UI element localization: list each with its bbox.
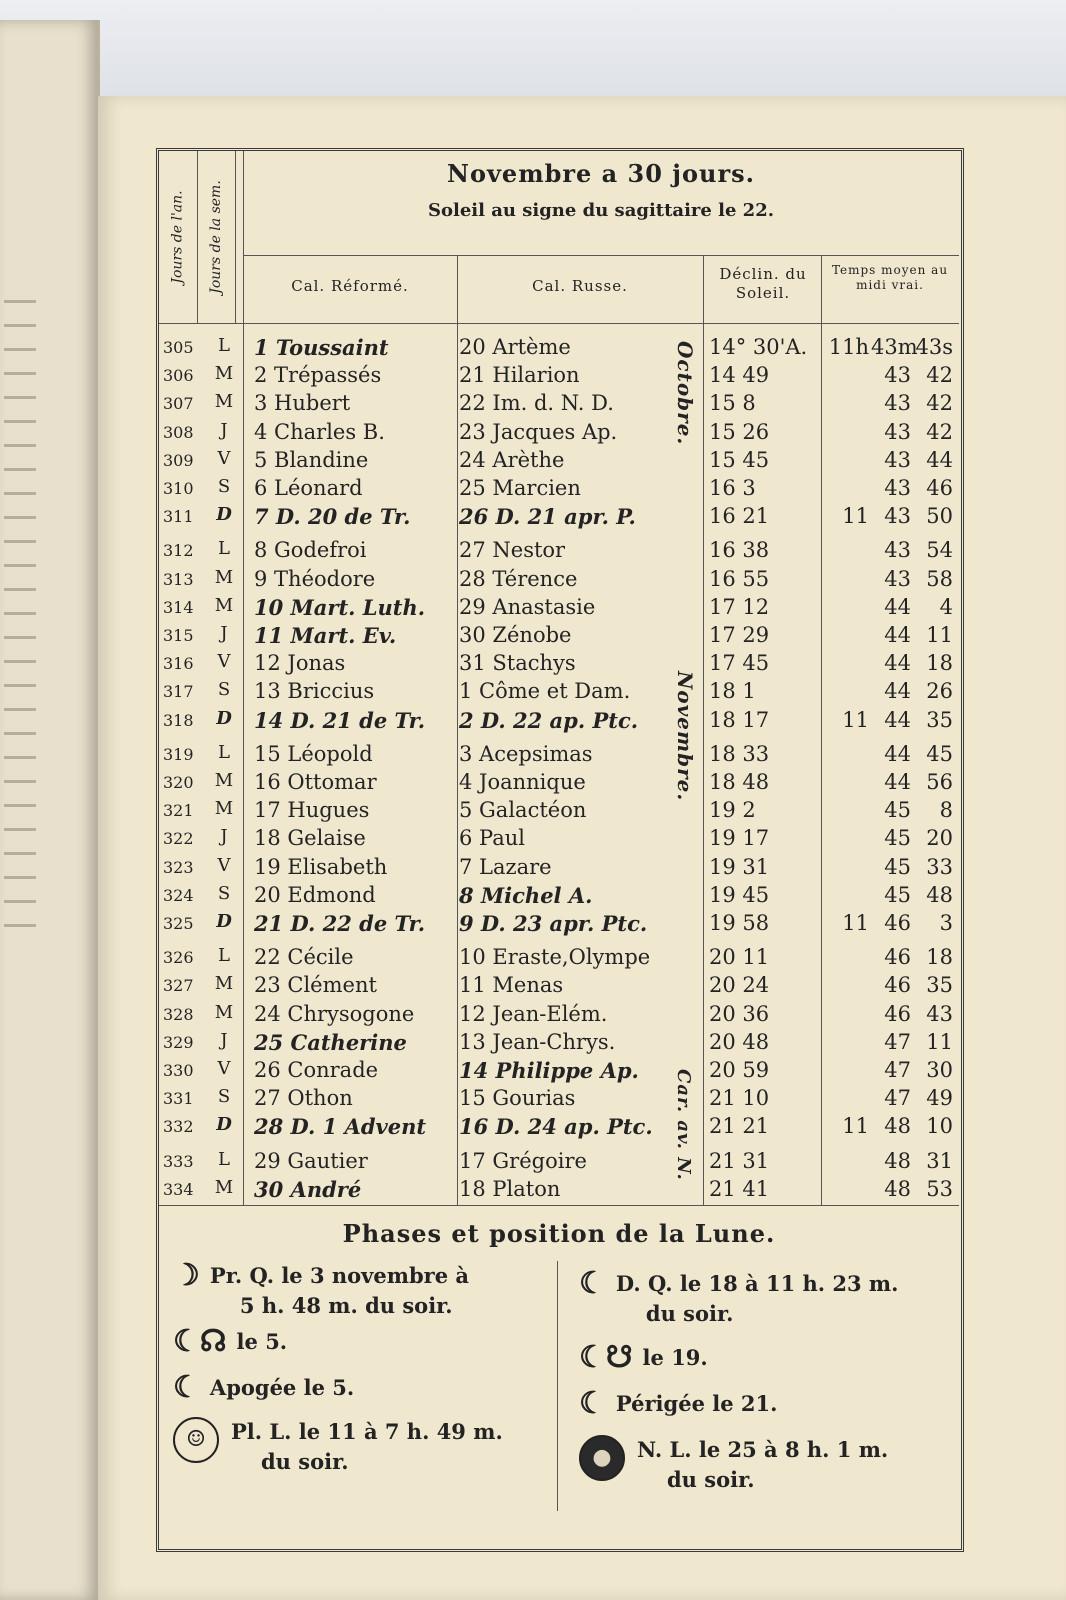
sun-declination: 14 49 (709, 363, 770, 388)
mean-time-second: 3 (939, 911, 953, 935)
day-of-year: 305 (163, 338, 194, 357)
sun-declination: 16 3 (709, 476, 756, 500)
reforme-saint: 25 Catherine (254, 1029, 407, 1055)
sun-declination: 14° 30'A. (709, 335, 808, 359)
mean-time-second: 4 (939, 594, 953, 619)
day-of-year: 310 (163, 479, 194, 498)
day-of-year: 313 (163, 569, 194, 589)
day-of-year: 307 (163, 394, 194, 414)
mean-time-second: 42 (926, 363, 953, 388)
russe-saint: 29 Anastasie (459, 594, 596, 619)
sun-declination: 16 55 (709, 566, 770, 591)
reforme-saint: 22 Cécile (254, 945, 354, 970)
mean-time-minute: 43m (871, 335, 918, 359)
sun-declination: 20 24 (709, 973, 770, 998)
title-block (251, 159, 951, 221)
calendar-row (159, 883, 959, 909)
reforme-saint: 20 Edmond (254, 882, 376, 907)
reforme-saint: 1 Toussaint (254, 335, 389, 360)
mean-time-second: 30 (926, 1058, 953, 1082)
moon-phase-entry (173, 1258, 469, 1321)
russe-saint: 11 Menas (459, 973, 564, 998)
mean-time-second: 50 (926, 504, 953, 529)
russe-saint: 31 Stachys (459, 651, 576, 676)
descending-node-icon: ☾☋ (579, 1340, 633, 1375)
mean-time-minute: 43 (884, 566, 911, 591)
mean-time-second: 35 (926, 707, 953, 732)
calendar-row (159, 363, 959, 389)
day-of-year: 324 (163, 885, 194, 905)
mean-time-minute: 44 (884, 594, 911, 619)
russe-saint: 21 Hilarion (459, 363, 580, 388)
calendar-row (159, 1058, 959, 1084)
sun-declination: 20 59 (709, 1058, 770, 1082)
day-of-week: M (214, 770, 234, 791)
sun-declination: 15 45 (709, 447, 770, 472)
day-of-year: 328 (163, 1004, 194, 1024)
col-header-temps: Temps moyen au midi vrai. (831, 263, 949, 292)
day-of-week: D (216, 504, 232, 526)
moon-phase-time: du soir. (667, 1467, 755, 1492)
russe-saint: 10 Eraste,Olympe (459, 945, 651, 970)
mean-time-minute: 43 (884, 363, 911, 388)
day-of-week: M (214, 798, 234, 820)
sun-declination: 19 58 (709, 911, 770, 935)
day-of-week: V (217, 854, 231, 876)
mean-time-hour: 11 (842, 707, 869, 732)
sun-declination: 17 45 (709, 651, 770, 676)
russe-saint: 9 D. 23 apr. Ptc. (459, 911, 648, 936)
mean-time-minute: 45 (884, 798, 911, 823)
reforme-saint: 13 Briccius (254, 679, 375, 704)
perigee-crescent-icon: ☾ (579, 1386, 606, 1421)
calendar-row (159, 567, 959, 593)
mean-time-hour: 11 (842, 504, 869, 529)
calendar-row (159, 945, 959, 971)
moon-phase-time: 5 h. 48 m. du soir. (239, 1293, 453, 1318)
moon-phase-entry (579, 1435, 888, 1495)
mean-time-second: 48 (926, 882, 953, 907)
russe-saint: 25 Marcien (459, 476, 581, 500)
day-of-week: S (217, 679, 231, 701)
month-label-octobre: Octobre. (673, 341, 697, 446)
reforme-saint: 9 Théodore (254, 566, 376, 591)
sun-declination: 19 2 (709, 798, 756, 823)
russe-saint: 20 Artème (459, 335, 571, 359)
reforme-saint: 14 D. 21 de Tr. (254, 707, 426, 733)
mean-time-second: 18 (926, 651, 953, 676)
day-of-week: D (216, 1114, 232, 1136)
day-of-week: D (216, 911, 232, 932)
day-of-week: V (217, 1058, 231, 1079)
ascending-node-icon: ☾☊ (173, 1324, 227, 1359)
moon-phases-title: Phases et position de la Lune. (342, 1219, 776, 1248)
calendar-row (159, 742, 959, 768)
calendar-row (159, 1177, 959, 1203)
day-of-year: 323 (163, 857, 194, 877)
mean-time-minute: 44 (884, 707, 911, 732)
mean-time-minute: 43 (884, 476, 911, 500)
day-of-week: J (220, 623, 228, 644)
calendar-row (159, 595, 959, 621)
mean-time-minute: 47 (884, 1029, 911, 1054)
day-of-week: J (220, 1029, 228, 1051)
mean-time-second: 58 (926, 566, 953, 591)
calendar-row (159, 1002, 959, 1028)
day-of-year: 314 (163, 597, 194, 617)
russe-saint: 2 D. 22 ap. Ptc. (459, 707, 639, 733)
reforme-saint: 28 D. 1 Advent (254, 1114, 427, 1140)
russe-saint: 12 Jean-Elém. (459, 1001, 608, 1026)
calendar-frame (156, 148, 964, 1552)
calendar-row (159, 651, 959, 677)
mean-time-second: 42 (926, 391, 953, 416)
mean-time-second: 35 (926, 973, 953, 998)
reforme-saint: 6 Léonard (254, 476, 363, 500)
mean-time-minute: 48 (884, 1148, 911, 1173)
moon-phase-entry (173, 1324, 288, 1359)
reforme-saint: 12 Jonas (254, 651, 346, 676)
reforme-saint: 30 André (254, 1176, 362, 1202)
russe-saint: 13 Jean-Chrys. (459, 1029, 616, 1054)
sun-declination: 19 17 (709, 826, 770, 851)
first-quarter-moon-icon: ☽ (173, 1258, 200, 1293)
russe-saint: 22 Im. d. N. D. (459, 391, 614, 416)
day-of-year: 312 (163, 541, 194, 561)
mean-time-minute: 43 (884, 504, 911, 529)
moon-phase-text: N. L. le 25 à 8 h. 1 m. (637, 1437, 889, 1462)
calendar-row (159, 708, 959, 734)
russe-saint: 3 Acepsimas (459, 741, 593, 766)
background-cover (0, 0, 1066, 105)
day-of-week: M (214, 973, 234, 995)
calendar-row (159, 420, 959, 446)
day-of-week: S (217, 1086, 231, 1108)
sun-declination: 15 8 (709, 391, 756, 416)
calendar-row (159, 476, 959, 502)
sun-declination: 18 33 (709, 741, 770, 766)
day-of-week: L (218, 945, 230, 967)
mean-time-minute: 48 (884, 1176, 911, 1201)
mean-time-minute: 46 (884, 945, 911, 970)
reforme-saint: 23 Clément (254, 973, 377, 998)
day-of-week: J (220, 419, 228, 441)
last-quarter-moon-icon: ☾ (579, 1266, 606, 1301)
day-of-week: S (217, 476, 231, 497)
calendar-row (159, 623, 959, 649)
sun-declination: 21 21 (709, 1114, 770, 1139)
day-of-year: 309 (163, 450, 194, 470)
russe-saint: 30 Zénobe (459, 623, 572, 647)
reforme-saint: 17 Hugues (254, 798, 370, 823)
day-of-week: L (218, 1148, 230, 1170)
reforme-saint: 29 Gautier (254, 1148, 368, 1173)
mean-time-minute: 43 (884, 447, 911, 472)
mean-time-minute: 44 (884, 770, 911, 794)
sun-declination: 18 48 (709, 770, 770, 794)
mean-time-second: 33 (926, 854, 953, 879)
mean-time-minute: 44 (884, 679, 911, 704)
new-moon-icon: ● (579, 1435, 625, 1481)
reforme-saint: 15 Léopold (254, 741, 373, 766)
calendar-row (159, 973, 959, 999)
mean-time-minute: 43 (884, 538, 911, 563)
russe-saint: 27 Nestor (459, 538, 566, 563)
sun-declination: 16 21 (709, 504, 770, 529)
russe-saint: 1 Côme et Dam. (459, 679, 631, 704)
sun-declination: 19 31 (709, 854, 770, 879)
reforme-saint: 27 Othon (254, 1086, 353, 1111)
day-of-year: 317 (163, 682, 194, 702)
day-of-week: V (217, 447, 231, 469)
mean-time-minute: 43 (884, 419, 911, 444)
russe-saint: 14 Philippe Ap. (459, 1058, 639, 1083)
day-of-year: 327 (163, 976, 194, 996)
calendar-row (159, 911, 959, 937)
sun-declination: 20 48 (709, 1029, 770, 1054)
calendar-row (159, 1086, 959, 1112)
mean-time-hour: 11 (842, 1114, 869, 1139)
sun-declination: 20 36 (709, 1001, 770, 1026)
reforme-saint: 19 Elisabeth (254, 854, 388, 879)
page-title: Novembre a 30 jours. (447, 159, 755, 188)
mean-time-second: 45 (926, 741, 953, 766)
day-of-week: M (214, 1001, 234, 1023)
sun-declination: 21 10 (709, 1086, 770, 1111)
month-label-car: Car. av. N. (673, 1069, 694, 1181)
day-of-year: 329 (163, 1032, 194, 1052)
day-of-week: M (214, 1176, 234, 1198)
reforme-saint: 7 D. 20 de Tr. (254, 504, 411, 530)
sun-declination: 21 41 (709, 1176, 770, 1201)
sun-declination: 17 29 (709, 623, 770, 647)
moon-phase-text: Pl. L. le 11 à 7 h. 49 m. (231, 1419, 503, 1444)
moon-phase-entry (173, 1417, 503, 1477)
almanac-page (98, 96, 1066, 1600)
russe-saint: 7 Lazare (459, 854, 552, 879)
mean-time-second: 10 (926, 1114, 953, 1139)
day-of-week: J (220, 826, 228, 848)
sun-declination: 18 17 (709, 707, 770, 732)
reforme-saint: 18 Gelaise (254, 826, 366, 851)
mean-time-minute: 44 (884, 623, 911, 647)
mean-time-second: 49 (926, 1086, 953, 1111)
reforme-saint: 21 D. 22 de Tr. (254, 911, 426, 936)
mean-time-minute: 46 (884, 1001, 911, 1026)
calendar-row (159, 826, 959, 852)
mean-time-second: 11 (926, 1029, 953, 1054)
reforme-saint: 4 Charles B. (254, 419, 385, 444)
calendar-row (159, 504, 959, 530)
mean-time-minute: 43 (884, 391, 911, 416)
russe-saint: 24 Arèthe (459, 447, 565, 472)
russe-saint: 28 Térence (459, 566, 578, 591)
day-of-year: 322 (163, 829, 194, 849)
day-of-year: 333 (163, 1151, 194, 1171)
sun-declination: 19 45 (709, 882, 770, 907)
calendar-row (159, 448, 959, 474)
moon-phase-text: Périgée le 21. (615, 1391, 778, 1416)
mean-time-hour: 11h (828, 335, 869, 359)
col-header-reforme: Cal. Réformé. (291, 277, 409, 295)
mean-time-minute: 45 (884, 854, 911, 879)
day-of-year: 315 (163, 626, 194, 645)
sun-declination: 17 12 (709, 594, 770, 619)
sun-declination: 20 11 (709, 945, 770, 970)
mean-time-second: 53 (926, 1176, 953, 1201)
russe-saint: 16 D. 24 ap. Ptc. (459, 1114, 653, 1140)
apogee-crescent-icon: ☾ (173, 1370, 200, 1405)
reforme-saint: 26 Conrade (254, 1058, 379, 1082)
russe-saint: 17 Grégoire (459, 1148, 587, 1173)
mean-time-second: 46 (926, 476, 953, 500)
reforme-saint: 5 Blandine (254, 447, 369, 472)
calendar-row (159, 1149, 959, 1175)
day-of-week: M (214, 363, 234, 385)
day-of-week: M (214, 391, 234, 413)
day-of-week: M (214, 566, 234, 588)
mean-time-second: 43 (926, 1001, 953, 1026)
calendar-row (159, 335, 959, 361)
day-of-year: 319 (163, 744, 194, 764)
moon-phase-text: D. Q. le 18 à 11 h. 23 m. (615, 1271, 899, 1296)
sun-declination: 15 26 (709, 419, 770, 444)
calendar-row (159, 1030, 959, 1056)
mean-time-minute: 47 (884, 1058, 911, 1082)
russe-saint: 8 Michel A. (459, 882, 593, 908)
day-of-year: 320 (163, 773, 194, 792)
mean-time-minute: 46 (884, 973, 911, 998)
sun-declination: 21 31 (709, 1148, 770, 1173)
calendar-row (159, 391, 959, 417)
moon-phase-entry (579, 1386, 778, 1421)
day-of-year: 331 (163, 1089, 194, 1109)
day-of-year: 334 (163, 1179, 194, 1199)
sun-declination: 16 38 (709, 538, 770, 563)
mean-time-second: 43s (915, 335, 953, 359)
mean-time-minute: 44 (884, 651, 911, 676)
moon-phase-text: le 19. (642, 1345, 708, 1370)
moon-phase-text: Apogée le 5. (209, 1375, 355, 1400)
russe-saint: 23 Jacques Ap. (459, 419, 618, 444)
day-of-year: 325 (163, 914, 194, 933)
day-of-year: 330 (163, 1061, 194, 1080)
russe-saint: 18 Platon (459, 1176, 561, 1201)
page-subtitle: Soleil au signe du sagittaire le 22. (428, 200, 774, 221)
full-moon-icon: ☺ (173, 1417, 219, 1463)
day-of-year: 308 (163, 422, 194, 442)
day-of-year: 318 (163, 710, 194, 730)
russe-saint: 4 Joannique (459, 770, 586, 794)
day-of-week: S (217, 882, 231, 904)
mean-time-hour: 11 (842, 911, 869, 935)
day-of-week: D (216, 707, 232, 729)
day-of-year: 306 (163, 366, 194, 386)
mean-time-second: 8 (939, 798, 953, 823)
sun-declination: 18 1 (709, 679, 756, 704)
day-of-year: 311 (163, 507, 194, 527)
moon-phase-text: le 5. (236, 1329, 288, 1354)
day-of-year: 321 (163, 801, 194, 821)
calendar-row (159, 679, 959, 705)
reforme-saint: 2 Trépassés (254, 363, 382, 388)
mean-time-second: 56 (926, 770, 953, 794)
calendar-row (159, 538, 959, 564)
day-of-week: V (217, 651, 231, 673)
calendar-row (159, 798, 959, 824)
day-of-week: M (214, 594, 234, 616)
day-of-week: L (218, 741, 230, 763)
moon-phase-time: du soir. (645, 1301, 734, 1326)
mean-time-minute: 44 (884, 741, 911, 766)
reforme-saint: 10 Mart. Luth. (254, 594, 426, 620)
mean-time-minute: 45 (884, 882, 911, 907)
reforme-saint: 8 Godefroi (254, 538, 367, 563)
day-of-year: 332 (163, 1117, 194, 1137)
reforme-saint: 24 Chrysogone (254, 1001, 415, 1026)
moon-phase-entry (579, 1266, 899, 1329)
col-header-russe: Cal. Russe. (532, 277, 628, 295)
moon-phase-entry (173, 1370, 355, 1405)
day-of-year-header: Jours de l'an. (159, 151, 198, 323)
day-of-year: 326 (163, 948, 194, 968)
col-header-declin: Déclin. du Soleil. (719, 265, 807, 302)
mean-time-minute: 47 (884, 1086, 911, 1111)
mean-time-second: 42 (926, 419, 953, 444)
mean-time-minute: 45 (884, 826, 911, 851)
day-of-week-header: Jours de la sem. (197, 151, 236, 323)
mean-time-second: 44 (926, 447, 953, 472)
reforme-saint: 16 Ottomar (254, 770, 377, 794)
moon-phase-text: Pr. Q. le 3 novembre à (209, 1263, 469, 1288)
mean-time-second: 54 (926, 538, 953, 563)
month-label-novembre: Novembre. (673, 671, 697, 802)
russe-saint: 26 D. 21 apr. P. (459, 504, 636, 530)
day-of-week: L (218, 335, 230, 356)
moon-phase-time: du soir. (261, 1449, 349, 1474)
russe-saint: 5 Galactéon (459, 798, 587, 823)
day-of-week: L (218, 538, 230, 560)
left-page-edge (0, 20, 100, 1600)
mean-time-second: 18 (926, 945, 953, 970)
reforme-saint: 11 Mart. Ev. (254, 623, 397, 648)
mean-time-minute: 46 (884, 911, 911, 935)
mean-time-second: 26 (926, 679, 953, 704)
mean-time-second: 20 (926, 826, 953, 851)
calendar-row (159, 1114, 959, 1140)
reforme-saint: 3 Hubert (254, 391, 351, 416)
mean-time-second: 11 (926, 623, 953, 647)
moon-phase-entry (579, 1340, 708, 1375)
russe-saint: 15 Gourias (459, 1086, 576, 1111)
calendar-row (159, 770, 959, 796)
mean-time-second: 31 (926, 1148, 953, 1173)
mean-time-minute: 48 (884, 1114, 911, 1139)
day-of-year: 316 (163, 654, 194, 674)
russe-saint: 6 Paul (459, 826, 525, 851)
calendar-row (159, 855, 959, 881)
